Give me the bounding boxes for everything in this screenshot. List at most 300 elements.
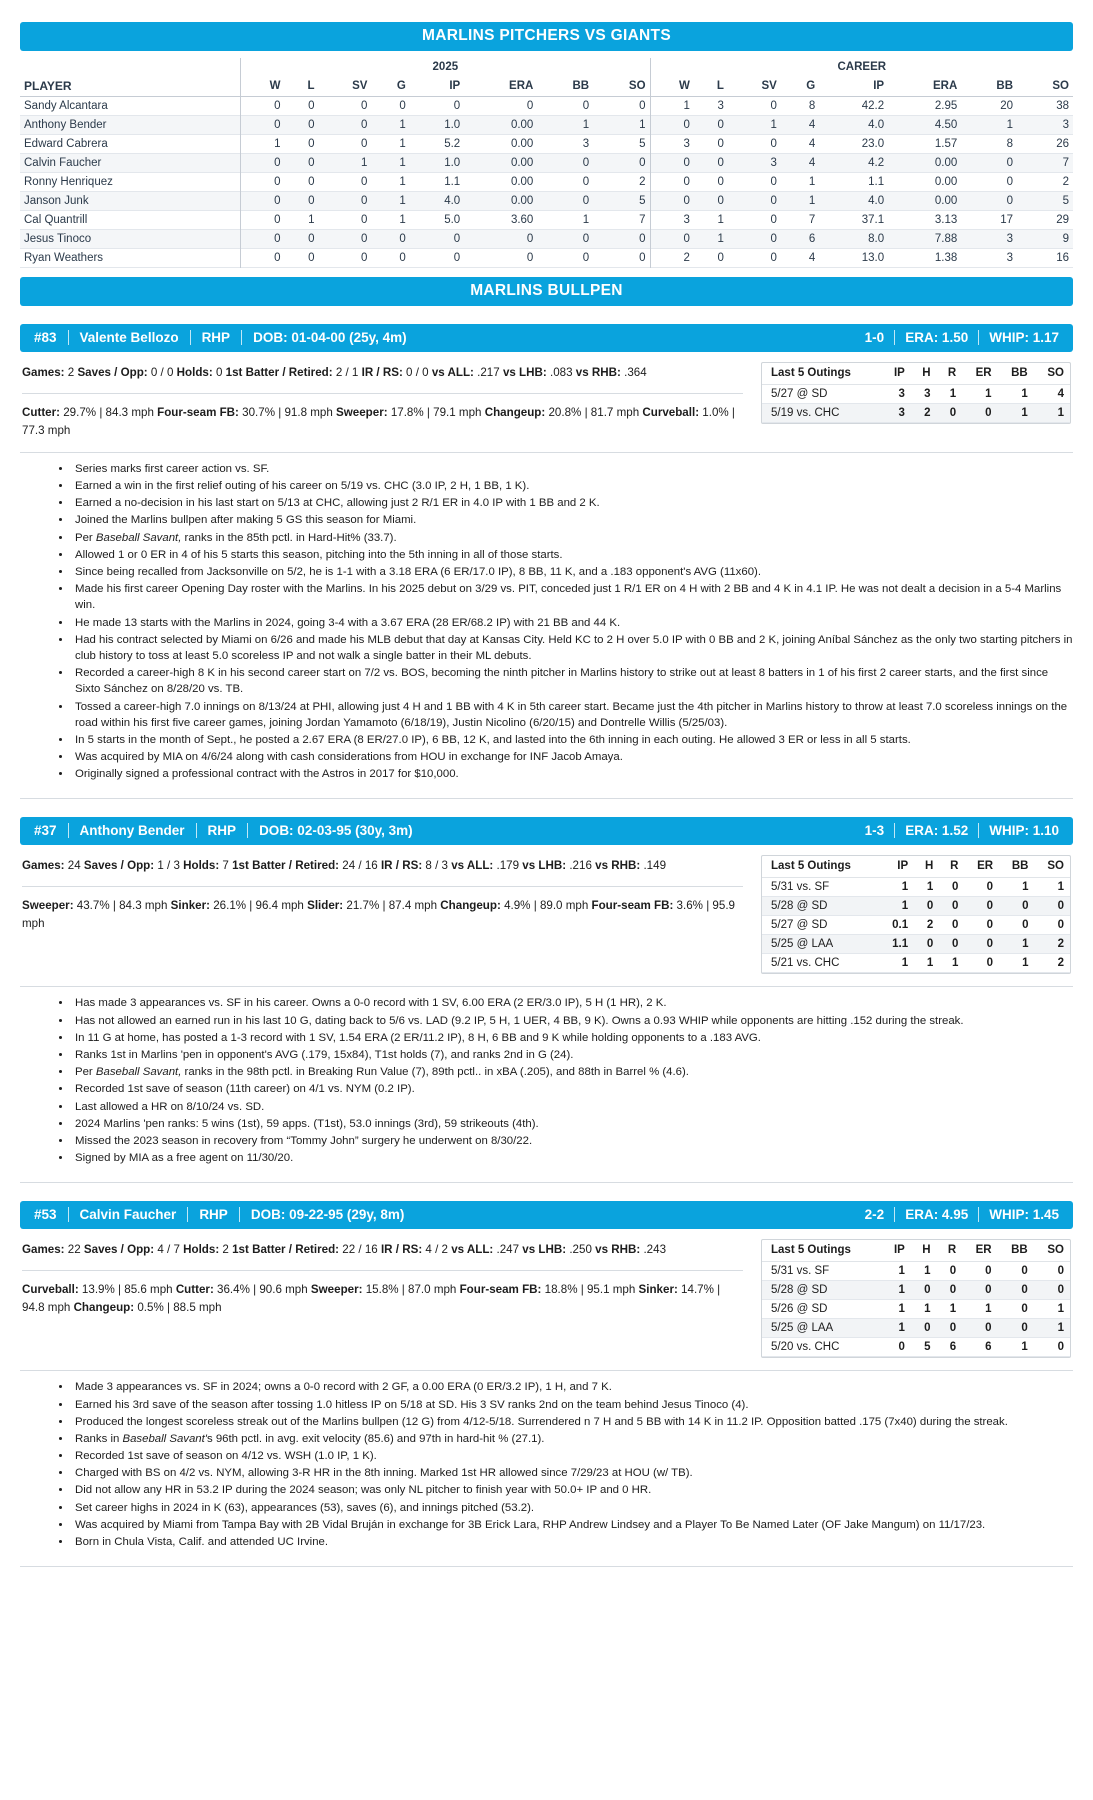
divider [20, 452, 1073, 453]
outing-r: 0 [949, 407, 957, 419]
outing-er: 0 [986, 938, 994, 951]
cell-season-so: 2 [639, 176, 646, 188]
outing-so: 2 [1057, 957, 1064, 970]
outings-title: Last 5 Outings [762, 1240, 882, 1262]
player-card-header [20, 324, 1073, 352]
pitch-seg-9: 3.6% | 95.9 mph [22, 899, 735, 931]
cell-season-g: 1 [399, 119, 406, 131]
cell-season-so: 7 [639, 214, 646, 226]
column-header-player: PLAYER [20, 76, 241, 97]
situational-seg-4: Holds: [183, 859, 223, 873]
cell-career-bb: 3 [1006, 252, 1014, 264]
group-header-spacer [20, 58, 241, 76]
outing-er: 0 [985, 1265, 992, 1278]
cell-player-name: Cal Quantrill [24, 214, 88, 226]
player-name: Anthony Bender [79, 823, 185, 839]
situational-seg-15: .149 [643, 859, 667, 873]
pitch-seg-5: 15.8% | 87.0 mph [365, 1283, 460, 1297]
player-card [20, 817, 1073, 1183]
outing-h: 0 [924, 1322, 931, 1335]
pitch-seg-7: 20.8% | 81.7 mph [548, 405, 643, 419]
situational-seg-5: 0 [215, 366, 226, 379]
cell-career-l: 0 [717, 119, 724, 131]
cell-career-l: 0 [717, 252, 724, 264]
situational-seg-14: vs RHB: [595, 1243, 644, 1257]
bullpen-banner: MARLINS BULLPEN [20, 277, 1073, 306]
situational-seg-10: vs ALL: [451, 1243, 497, 1257]
outing-so: 1 [1057, 881, 1064, 894]
cell-season-sv: 1 [361, 157, 368, 169]
cell-season-so: 0 [639, 157, 646, 169]
outing-r: 0 [952, 900, 959, 913]
pitch-seg-8: Four-seam FB: [591, 899, 677, 913]
pitch-seg-0: Sweeper: [22, 899, 77, 913]
outing-ip: 1 [901, 957, 909, 970]
outing-r: 1 [949, 388, 957, 400]
pitch-seg-2: Sinker: [170, 899, 214, 913]
cell-season-bb: 0 [582, 100, 590, 112]
outings-column-header-r: R [937, 363, 963, 385]
outing-r: 0 [952, 881, 959, 894]
cell-season-so: 0 [639, 233, 646, 245]
column-header-career-g: G [781, 76, 819, 97]
outing-bb: 1 [1021, 1341, 1028, 1354]
outings-column-header-er: ER [962, 363, 997, 385]
situational-seg-7: 2 / 1 [335, 366, 362, 379]
pitch-seg-6: Four-seam FB: [459, 1283, 545, 1297]
player-era: ERA: 1.52 [905, 823, 969, 839]
outings-column-header-bb: BB [999, 856, 1034, 878]
outing-ip: 0 [898, 1341, 905, 1354]
outing-er: 6 [985, 1341, 992, 1354]
cell-career-w: 3 [650, 135, 694, 154]
player-stats-column [22, 855, 743, 974]
player-note-item: • Ranks 1st in Marlins 'pen in opponent's AVG (.179, 15x84), T1st holds (7), and ranks 2nd in G (24). [72, 1047, 1073, 1063]
player-note-item: • Originally signed a professional contract with the Astros in 2017 for $10,000. [72, 766, 1073, 782]
players-container [20, 324, 1073, 1567]
cell-player-name: Calvin Faucher [24, 157, 102, 169]
cell-career-g: 6 [808, 233, 816, 245]
column-header-career-l: L [694, 76, 728, 97]
situational-seg-3: 1 / 3 [157, 859, 184, 873]
cell-career-so: 38 [1056, 100, 1069, 112]
column-header-career-sv: SV [728, 76, 781, 97]
player-note-item: • Recorded 1st save of season (11th career) on 4/1 vs. NYM (0.2 IP). [72, 1081, 1073, 1097]
outing-date: 5/28 @ SD [771, 900, 828, 913]
outing-h: 1 [926, 881, 934, 894]
outing-ip: 1 [898, 1322, 905, 1335]
player-note-item: • Last allowed a HR on 8/10/24 vs. SD. [72, 1099, 1073, 1115]
outing-r: 0 [949, 1284, 957, 1297]
pitch-seg-8: Curveball: [642, 405, 703, 419]
outing-bb: 1 [1022, 957, 1029, 970]
outing-er: 0 [986, 919, 994, 932]
pitch-seg-1: 13.9% | 85.6 mph [81, 1283, 176, 1297]
cell-season-w: 0 [241, 230, 285, 249]
outings-header-row [762, 363, 1070, 385]
table-group-header-row [20, 58, 1073, 76]
cell-career-era: 7.88 [934, 233, 958, 245]
cell-season-bb: 0 [582, 176, 590, 188]
table-row [20, 211, 1073, 230]
outing-date: 5/25 @ LAA [771, 938, 834, 951]
player-throwing-hand: RHP [207, 823, 237, 839]
cell-season-g: 1 [399, 176, 406, 188]
outing-so: 1 [1057, 407, 1064, 419]
cell-season-bb: 1 [582, 119, 590, 131]
outing-row [762, 954, 1070, 973]
situational-seg-1: 2 [67, 366, 78, 379]
cell-season-g: 1 [399, 138, 406, 150]
pitch-seg-3: 36.4% | 90.6 mph [217, 1283, 311, 1297]
situational-seg-4: Holds: [183, 1243, 223, 1257]
player-note-item: • Earned a win in the first relief outing of his career on 5/19 vs. CHC (3.0 IP, 2 H, 1 BB, 1 K). [72, 478, 1073, 494]
cell-season-w: 0 [241, 192, 285, 211]
outing-r: 0 [949, 1322, 957, 1335]
cell-season-era: 0 [526, 233, 534, 245]
outing-date: 5/19 vs. CHC [771, 407, 840, 419]
pitch-seg-2: Four-seam FB: [157, 405, 243, 419]
cell-season-w: 0 [241, 116, 285, 135]
player-situational-stats [22, 1241, 743, 1259]
outing-date: 5/21 vs. CHC [771, 957, 840, 970]
cell-career-g: 4 [808, 157, 816, 169]
player-note-item: • Has not allowed an earned run in his last 10 G, dating back to 5/6 vs. LAD (9.2 IP, 5 H, 1 UER, 4 BB, 9 K). Owns a 0.93 WHIP while opponents are hitting .152 during the streak. [72, 1013, 1073, 1029]
cell-career-ip: 8.0 [868, 233, 885, 245]
outings-title: Last 5 Outings [762, 363, 882, 385]
cell-season-l: 0 [308, 119, 315, 131]
outing-date: 5/28 @ SD [771, 1284, 828, 1297]
player-note-item: • Charged with BS on 4/2 vs. NYM, allowing 3-R HR in the 8th inning. Marked 1st HR allowed since 7/29/23 at HOU (w/ TB). [72, 1465, 1073, 1481]
player-note-item: • Tossed a career-high 7.0 innings on 8/13/24 at PHI, allowing just 4 H and 1 BB with 4 K in 5th career start. Became just the 4th pitcher in Marlins history to throw at least 7.0 scoreless innings on the road within his first five career games, joining Jordan Yamamoto (6/18/19), Justin Nicolino (6/20/15) and Dontrelle Willis (5/25/03). [72, 699, 1073, 731]
player-throwing-hand: RHP [201, 330, 231, 345]
cell-season-g: 1 [399, 157, 406, 169]
cell-season-era: 0.00 [510, 157, 534, 169]
outing-row [762, 404, 1070, 423]
player-stats-column [22, 1239, 743, 1358]
player-whip: WHIP: 1.17 [989, 330, 1059, 345]
pitch-seg-5: 21.7% | 87.4 mph [346, 899, 441, 913]
player-name: Valente Bellozo [79, 330, 179, 345]
last-outings-column [761, 362, 1071, 440]
outing-r: 0 [952, 938, 959, 951]
player-note-item: • Set career highs in 2024 in K (63), appearances (53), saves (6), and innings pitched (53.2). [72, 1500, 1073, 1516]
divider [978, 330, 979, 345]
outing-er: 0 [986, 957, 994, 970]
situational-seg-13: .083 [549, 366, 576, 379]
cell-season-so: 0 [639, 100, 646, 112]
table-row [20, 116, 1073, 135]
situational-seg-10: vs ALL: [451, 859, 497, 873]
cell-career-bb: 0 [1006, 195, 1014, 207]
cell-career-g: 4 [808, 138, 816, 150]
outings-column-header-bb: BB [998, 1240, 1034, 1262]
player-summary-stats [865, 330, 1059, 345]
situational-seg-0: Games: [22, 366, 68, 379]
player-dob: DOB: 02-03-95 (30y, 3m) [259, 823, 413, 839]
player-era: ERA: 1.50 [905, 330, 969, 345]
divider [68, 823, 69, 838]
divider [978, 823, 979, 838]
cell-season-so: 5 [639, 138, 646, 150]
cell-season-era: 3.60 [510, 214, 534, 226]
outing-r: 0 [949, 1265, 957, 1278]
player-note-item: • Has made 3 appearances vs. SF in his career. Owns a 0-0 record with 1 SV, 6.00 ERA (2 ER/3.0 IP), 5 H (1 HR), 2 K. [72, 995, 1073, 1011]
outing-date: 5/27 @ SD [771, 919, 828, 932]
column-header-career-ip: IP [819, 76, 888, 97]
player-note-item: • He made 13 starts with the Marlins in 2024, going 3-4 with a 3.67 ERA (28 ER/68.2 IP) with 21 BB and 44 K. [72, 615, 1073, 631]
situational-seg-15: .364 [624, 366, 647, 379]
outing-h: 5 [924, 1341, 931, 1354]
pitch-seg-7: 18.8% | 95.1 mph [544, 1283, 639, 1297]
cell-career-sv: 0 [770, 100, 777, 112]
outing-so: 0 [1057, 900, 1064, 913]
cell-career-w: 0 [650, 116, 694, 135]
cell-career-bb: 3 [1006, 233, 1014, 245]
situational-seg-9: 0 / 0 [406, 366, 432, 379]
cell-season-sv: 0 [361, 176, 368, 188]
cell-career-ip: 23.0 [861, 138, 885, 150]
last-five-outings-table [762, 856, 1070, 973]
divider [247, 823, 248, 838]
outing-bb: 0 [1021, 1303, 1028, 1316]
cell-season-era: 0 [526, 252, 534, 264]
outing-so: 2 [1057, 938, 1064, 951]
outings-title: Last 5 Outings [762, 856, 879, 878]
outing-row [762, 1281, 1070, 1300]
cell-season-l: 0 [308, 252, 315, 264]
outing-r: 1 [952, 957, 959, 970]
player-note-item: • Joined the Marlins bullpen after making 5 GS this season for Miami. [72, 512, 1073, 528]
player-note-item: • Since being recalled from Jacksonville on 5/2, he is 1-1 with a 3.18 ERA (6 ER/17.0 IP), 8 BB, 11 K, and a .183 opponent's AVG (11x60). [72, 564, 1073, 580]
outing-h: 2 [924, 407, 931, 419]
pitch-seg-6: Changeup: [484, 405, 549, 419]
divider [20, 1370, 1073, 1371]
cell-career-w: 0 [650, 230, 694, 249]
divider [239, 1207, 240, 1222]
outing-so: 0 [1057, 1341, 1064, 1354]
cell-season-bb: 1 [582, 214, 590, 226]
player-note-item: • In 5 starts in the month of Sept., he posted a 2.67 ERA (8 ER/27.0 IP), 6 BB, 12 K, and lasted into the 6th inning in each outing. He allowed 3 ER or less in all 5 starts. [72, 732, 1073, 748]
outing-ip: 3 [898, 388, 905, 400]
cell-season-ip: 1.1 [444, 176, 461, 188]
player-whip: WHIP: 1.10 [989, 823, 1059, 839]
player-number: #37 [34, 823, 57, 839]
pitch-seg-0: Cutter: [22, 405, 64, 419]
cell-career-l: 0 [717, 157, 724, 169]
outing-h: 2 [926, 919, 934, 932]
outings-column-header-h: H [914, 856, 939, 878]
player-note-item: • Born in Chula Vista, Calif. and attended UC Irvine. [72, 1534, 1073, 1550]
player-note-item: • 2024 Marlins 'pen ranks: 5 wins (1st), 59 apps. (T1st), 53.0 innings (3rd), 59 strikeouts (4th). [72, 1116, 1073, 1132]
outing-ip: 0.1 [892, 919, 909, 932]
situational-seg-3: 4 / 7 [157, 1243, 184, 1257]
cell-career-w: 0 [650, 154, 694, 173]
outing-bb: 0 [1022, 900, 1029, 913]
outing-er: 0 [986, 881, 994, 894]
cell-season-sv: 0 [361, 119, 368, 131]
player-pitch-mix [22, 404, 743, 440]
outings-column-header-r: R [937, 1240, 963, 1262]
cell-player-name: Sandy Alcantara [24, 100, 108, 112]
outing-bb: 0 [1021, 1284, 1028, 1297]
outing-so: 4 [1057, 388, 1064, 400]
pitch-seg-6: Changeup: [440, 899, 505, 913]
player-record: 1-3 [864, 823, 885, 839]
cell-season-so: 0 [639, 252, 646, 264]
cell-season-g: 1 [399, 214, 406, 226]
situational-seg-15: .243 [643, 1243, 667, 1257]
situational-seg-12: vs LHB: [522, 1243, 570, 1257]
player-card-body [20, 1229, 1073, 1358]
outings-column-header-ip: IP [879, 856, 914, 878]
outing-date: 5/25 @ LAA [771, 1322, 834, 1335]
situational-seg-9: 4 / 2 [425, 1243, 452, 1257]
table-column-header-row [20, 76, 1073, 97]
outing-so: 0 [1057, 1284, 1064, 1297]
divider [20, 1566, 1073, 1567]
outing-h: 3 [924, 388, 931, 400]
column-header-career-so: SO [1017, 76, 1073, 97]
player-era: ERA: 4.95 [905, 1207, 969, 1223]
cell-career-bb: 1 [1006, 119, 1014, 131]
cell-career-so: 9 [1062, 233, 1069, 245]
cell-season-w: 0 [241, 154, 285, 173]
cell-season-l: 0 [308, 138, 315, 150]
cell-career-era: 0.00 [934, 157, 958, 169]
cell-season-g: 0 [399, 233, 406, 245]
cell-season-sv: 0 [361, 214, 368, 226]
player-note-item: • Had his contract selected by Miami on 6/26 and made his MLB debut that day at Kansas City. Held KC to 2 H over 5.0 IP with 0 BB and 2 K, joining Aníbal Sánchez as the only two starting pitchers in club history to toss at least 5.0 scoreless IP and not walk a single batter in their ML debuts. [72, 632, 1073, 664]
outing-ip: 3 [898, 407, 905, 419]
divider [20, 798, 1073, 799]
pitch-seg-9: 1.0% | 77.3 mph [22, 405, 735, 437]
cell-season-ip: 4.0 [444, 195, 461, 207]
player-card-header [20, 1201, 1073, 1229]
cell-career-ip: 1.1 [868, 176, 885, 188]
cell-career-bb: 0 [1006, 157, 1014, 169]
outing-ip: 1 [898, 1265, 905, 1278]
divider [978, 1207, 979, 1222]
outing-so: 0 [1057, 919, 1064, 932]
cell-career-sv: 0 [770, 214, 777, 226]
outings-header-row [762, 856, 1070, 878]
column-header-season-sv: SV [319, 76, 372, 97]
situational-seg-11: .217 [477, 366, 503, 379]
pitch-seg-10: Changeup: [73, 1301, 138, 1315]
cell-season-l: 0 [308, 233, 315, 245]
outing-ip: 1 [901, 900, 909, 913]
column-header-career-bb: BB [961, 76, 1017, 97]
player-notes-list [20, 995, 1073, 1166]
cell-season-l: 0 [308, 176, 315, 188]
cell-career-ip: 4.2 [868, 157, 885, 169]
cell-season-era: 0.00 [510, 195, 534, 207]
outing-h: 1 [924, 1303, 931, 1316]
cell-season-so: 1 [639, 119, 646, 131]
cell-career-so: 2 [1062, 176, 1069, 188]
cell-season-l: 0 [308, 100, 315, 112]
last-five-outings-box [761, 1239, 1071, 1358]
last-five-outings-box [761, 855, 1071, 974]
player-card-header [20, 817, 1073, 845]
cell-career-g: 4 [808, 252, 816, 264]
outing-so: 1 [1057, 1322, 1064, 1335]
cell-season-bb: 0 [582, 157, 590, 169]
cell-career-w: 3 [650, 211, 694, 230]
pitch-seg-7: 4.9% | 89.0 mph [504, 899, 592, 913]
outing-r: 1 [949, 1303, 957, 1316]
column-header-career-w: W [650, 76, 694, 97]
player-note-item: • Earned his 3rd save of the season after tossing 1.0 hitless IP on 5/18 at SD. His 3 SV ranks 2nd on the team behind Jesus Tinoco (4). [72, 1397, 1073, 1413]
cell-career-sv: 3 [770, 157, 777, 169]
cell-career-era: 1.57 [934, 138, 958, 150]
cell-career-era: 0.00 [934, 176, 958, 188]
column-header-career-era: ERA [888, 76, 961, 97]
column-header-season-w: W [241, 76, 285, 97]
player-whip: WHIP: 1.45 [989, 1207, 1059, 1223]
outing-r: 6 [949, 1341, 957, 1354]
situational-seg-4: Holds: [176, 366, 216, 379]
divider [22, 393, 743, 394]
player-pitch-mix [22, 1281, 743, 1317]
pitch-seg-8: Sinker: [638, 1283, 682, 1297]
cell-player-name: Janson Junk [24, 195, 89, 207]
cell-career-so: 3 [1062, 119, 1069, 131]
cell-season-ip: 0 [453, 100, 461, 112]
cell-season-era: 0 [526, 100, 534, 112]
cell-season-g: 0 [399, 100, 406, 112]
cell-career-sv: 0 [770, 252, 777, 264]
player-note-item: • Was acquired by Miami from Tampa Bay with 2B Vidal Bruján in exchange for 3B Erick Lara, RHP Andrew Lindsey and a Player To Be Named Later (OF Jake Mangum) on 11/17/23. [72, 1517, 1073, 1533]
outing-ip: 1 [898, 1303, 905, 1316]
outing-row [762, 1262, 1070, 1281]
cell-career-so: 16 [1056, 252, 1069, 264]
column-header-season-l: L [284, 76, 318, 97]
outing-row [762, 878, 1070, 897]
player-record: 2-2 [864, 1207, 885, 1223]
cell-career-g: 7 [808, 214, 816, 226]
cell-season-l: 1 [308, 214, 315, 226]
table-row [20, 135, 1073, 154]
divider [22, 1270, 743, 1271]
outing-bb: 1 [1022, 881, 1029, 894]
table-body [20, 97, 1073, 268]
outing-er: 1 [985, 1303, 992, 1316]
player-dob: DOB: 01-04-00 (25y, 4m) [253, 330, 407, 345]
divider [196, 823, 197, 838]
cell-season-so: 5 [639, 195, 646, 207]
cell-career-l: 3 [717, 100, 724, 112]
cell-season-w: 0 [241, 173, 285, 192]
cell-season-era: 0.00 [510, 119, 534, 131]
situational-seg-0: Games: [22, 859, 68, 873]
cell-career-ip: 42.2 [861, 100, 885, 112]
situational-seg-8: IR / RS: [380, 859, 426, 873]
situational-seg-8: IR / RS: [361, 366, 407, 379]
situational-seg-5: 2 [222, 1243, 233, 1257]
cell-career-so: 26 [1056, 138, 1069, 150]
player-dob: DOB: 09-22-95 (29y, 8m) [250, 1207, 405, 1223]
divider [894, 1207, 895, 1222]
outings-column-header-ip: IP [882, 1240, 911, 1262]
player-note-item: • Per Baseball Savant, ranks in the 98th pctl. in Breaking Run Value (7), 89th pctl.. in xBA (.205), and 88th in Barrel % (4.6). [72, 1064, 1073, 1080]
player-summary-stats [865, 823, 1059, 838]
cell-season-era: 0.00 [510, 138, 534, 150]
divider [894, 330, 895, 345]
outing-h: 0 [924, 1284, 931, 1297]
situational-seg-6: 1st Batter / Retired: [232, 1243, 343, 1257]
